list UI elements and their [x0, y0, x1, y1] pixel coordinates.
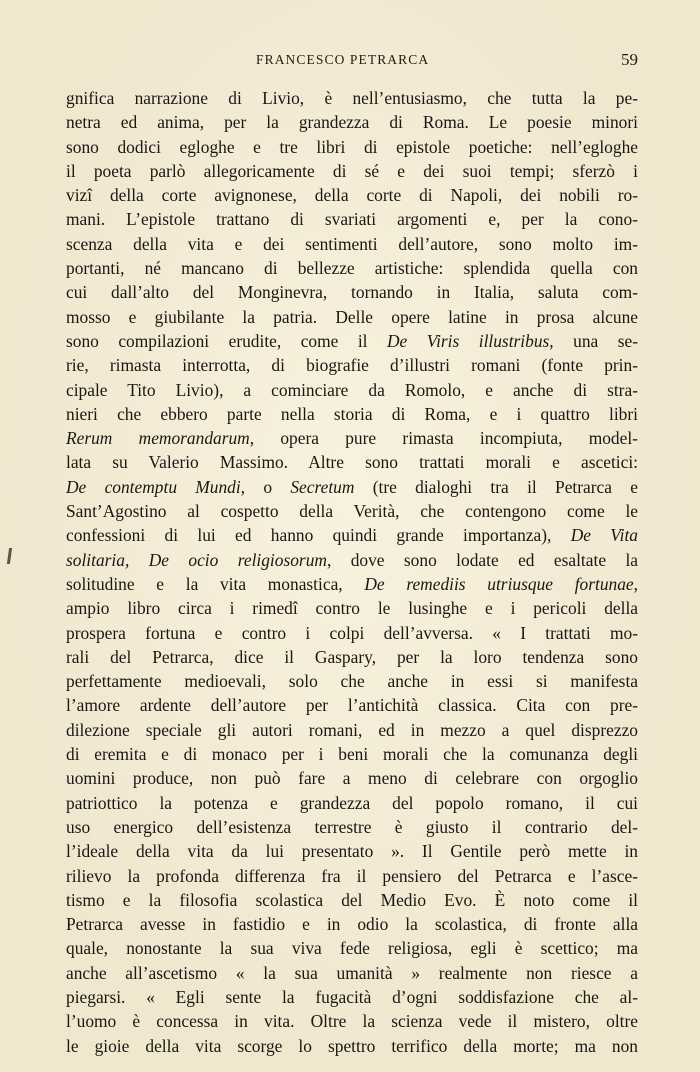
text-run: , opera pure rimasta incompiuta, model- — [249, 428, 638, 449]
text-run: , o — [240, 476, 291, 497]
italic-title: De Vita — [570, 525, 638, 546]
text-run: mani. L’epistole trattano di svariati argomenti e, per la cono- — [66, 209, 638, 230]
text-line — [66, 693, 638, 717]
text-line — [66, 596, 638, 620]
text-line — [66, 207, 638, 231]
text-run: confessioni di lui ed hanno quindi grande importanza), — [66, 525, 571, 546]
text-line — [66, 353, 638, 377]
italic-title: Rerum memorandarum — [66, 428, 250, 449]
text-line — [66, 888, 638, 912]
text-run: anche all’ascetismo « la sua umanità » realmente non riesce a — [66, 962, 638, 983]
body-text — [66, 86, 638, 1058]
text-line — [66, 669, 638, 693]
text-run: mosso e giubilante la patria. Delle opere latine in prosa alcune — [66, 306, 638, 327]
text-line — [66, 912, 638, 936]
text-line — [66, 742, 638, 766]
margin-mark — [7, 548, 12, 564]
text-run: cui dall’alto del Monginevra, tornando in Italia, saluta com- — [66, 282, 638, 303]
text-run: l’uomo è concessa in vita. Oltre la scienza vede il mistero, oltre — [66, 1011, 638, 1032]
text-line — [66, 718, 638, 742]
text-run: portanti, né mancano di bellezze artistiche: splendida quella con — [66, 258, 638, 279]
text-run: Petrarca avesse in fastidio e in odio la scolastica, di fronte alla — [66, 914, 638, 935]
text-run: piegarsi. « Egli sente la fugacità d’ogni soddisfazione che al- — [66, 986, 638, 1007]
text-line — [66, 572, 638, 596]
text-run: Sant’Agostino al cospetto della Verità, che contengono come le — [66, 501, 638, 522]
text-line — [66, 280, 638, 304]
text-line — [66, 110, 638, 134]
text-run: le gioie della vita scorge lo spettro terrifico della morte; ma non — [66, 1035, 638, 1056]
text-run: rali del Petrarca, dice il Gaspary, per la loro tendenza sono — [66, 646, 638, 667]
text-line — [66, 645, 638, 669]
text-line — [66, 426, 638, 450]
text-line — [66, 815, 638, 839]
text-run: , una se- — [549, 330, 638, 351]
text-run: uso energico dell’esistenza terrestre è giusto il contrario del- — [66, 816, 638, 837]
text-run: vizî della corte avignonese, della corte di Napoli, dei nobili ro- — [66, 185, 638, 206]
running-head — [66, 52, 640, 72]
text-run: dilezione speciale gli autori romani, ed in mezzo a quel disprezzo — [66, 719, 638, 740]
text-line — [66, 183, 638, 207]
text-line — [66, 402, 638, 426]
text-line — [66, 961, 638, 985]
text-run: cipale Tito Livio), a cominciare da Romolo, e anche di stra- — [66, 379, 638, 400]
text-line — [66, 232, 638, 256]
text-run: sono compilazioni erudite, come il — [66, 330, 387, 351]
text-run: , dove sono lodate ed esaltate la — [326, 549, 638, 570]
text-run: quale, nonostante la sua viva fede religiosa, egli è scettico; ma — [66, 938, 638, 959]
italic-title: De remediis utriusque fortunae — [364, 573, 634, 594]
text-run: patriottico la potenza e grandezza del popolo romano, il cui — [66, 792, 638, 813]
text-line — [66, 305, 638, 329]
text-line — [66, 621, 638, 645]
text-line — [66, 135, 638, 159]
text-line — [66, 839, 638, 863]
text-run: (tre dialoghi tra il Petrarca e — [354, 476, 638, 497]
text-line — [66, 159, 638, 183]
text-line — [66, 450, 638, 474]
text-run: ampio libro circa i rimedî contro le lusinghe e i pericoli della — [66, 598, 638, 619]
text-run: solitudine e la vita monastica, — [66, 573, 365, 594]
italic-title: solitaria, De ocio religiosorum — [66, 549, 327, 570]
text-run: tismo e la filosofia scolastica del Medio Evo. È noto come il — [66, 889, 638, 910]
italic-title: Secretum — [290, 476, 355, 497]
text-run: l’amore ardente dell’autore per l’antichità classica. Cita con pre- — [66, 695, 638, 716]
text-run: l’ideale della vita da lui presentato ». Il Gentile però mette in — [66, 841, 638, 862]
text-line — [66, 936, 638, 960]
text-line — [66, 256, 638, 280]
italic-title: De contemptu Mundi — [66, 476, 241, 497]
page-number: 59 — [621, 50, 638, 69]
text-run: scenza della vita e dei sentimenti dell’autore, sono molto im- — [66, 233, 638, 254]
text-line — [66, 766, 638, 790]
text-run: sono dodici egloghe e tre libri di epistole poetiche: nell’egloghe — [66, 136, 638, 157]
text-line — [66, 1009, 638, 1033]
text-line — [66, 864, 638, 888]
text-line — [66, 475, 638, 499]
italic-title: De Viris illustribus — [386, 330, 550, 351]
text-run: di eremita e di monaco per i beni morali che la comunanza degli — [66, 744, 638, 765]
text-run: nieri che ebbero parte nella storia di Roma, e i quattro libri — [66, 403, 638, 424]
text-run: prospera fortuna e contro i colpi dell’avversa. « I trattati mo- — [66, 622, 638, 643]
text-run: uomini produce, non può fare a meno di celebrare con orgoglio — [66, 768, 638, 789]
text-run: il poeta parlò allegoricamente di sé e dei suoi tempi; sferzò i — [66, 160, 638, 181]
text-line — [66, 1034, 638, 1058]
text-line — [66, 985, 638, 1009]
text-line — [66, 86, 638, 110]
text-line — [66, 791, 638, 815]
text-run: gnifica narrazione di Livio, è nell’entusiasmo, che tutta la pe- — [66, 88, 638, 108]
text-run: rie, rimasta interrotta, di biografie d’illustri romani (fonte prin- — [66, 355, 638, 376]
text-line — [66, 548, 638, 572]
text-run: perfettamente medioevali, solo che anche in essi si manifesta — [66, 671, 638, 692]
text-line — [66, 329, 638, 353]
text-run: netra ed anima, per la grandezza di Roma. Le poesie minori — [66, 112, 638, 133]
running-title: FRANCESCO PETRARCA — [256, 52, 430, 67]
text-line — [66, 378, 638, 402]
text-run: , — [633, 573, 638, 594]
text-line — [66, 523, 638, 547]
text-run: lata su Valerio Massimo. Altre sono trattati morali e ascetici: — [66, 452, 638, 473]
text-line — [66, 499, 638, 523]
text-run: rilievo la profonda differenza fra il pensiero del Petrarca e l’asce- — [66, 865, 638, 886]
